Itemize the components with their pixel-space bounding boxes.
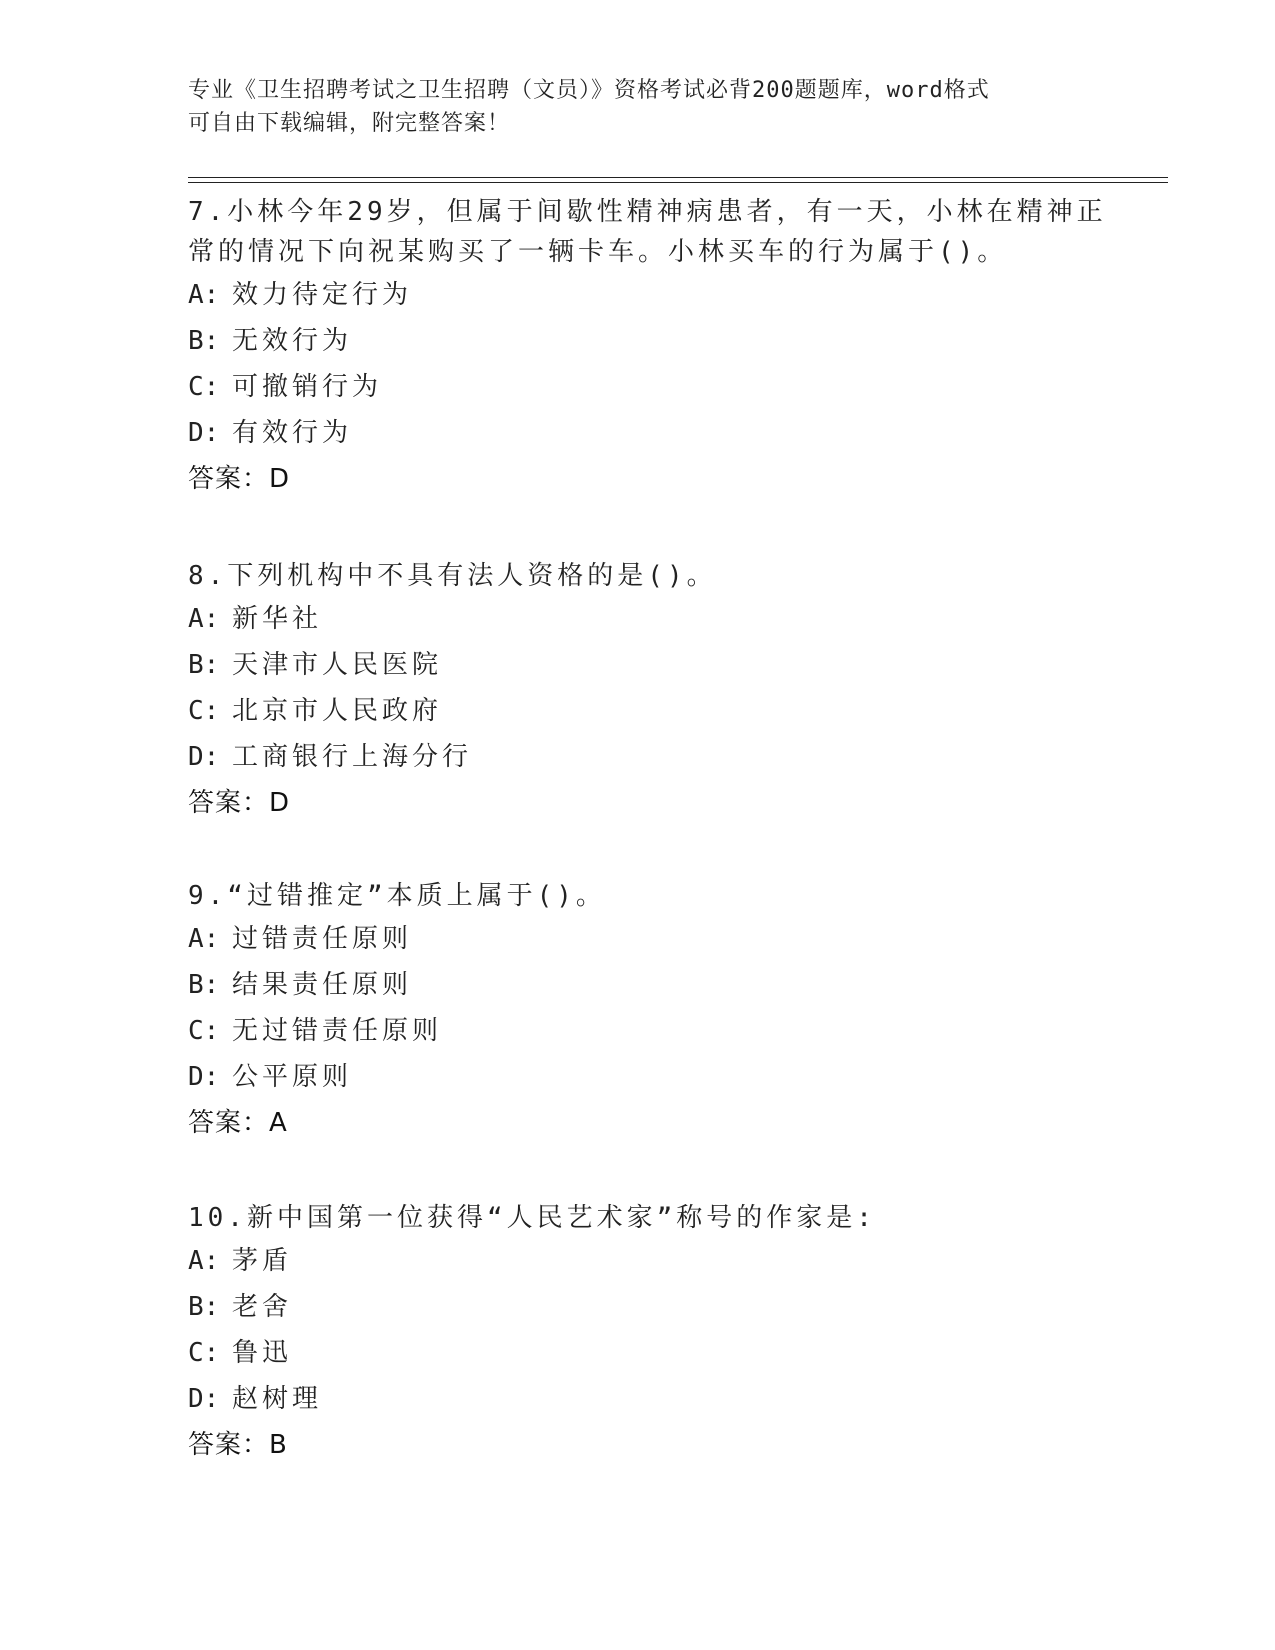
question-stem <box>188 1198 1088 1238</box>
option-label: B: <box>188 326 220 356</box>
option-text: 结果责任原则 <box>232 970 413 1000</box>
question-7 <box>188 192 1107 502</box>
question-stem-line: 7.小林今年29岁，但属于间歇性精神病患者，有一天，小林在精神正 <box>188 197 1107 227</box>
option-label: A: <box>188 1246 220 1276</box>
option-b <box>188 1284 1088 1330</box>
option-text: 无过错责任原则 <box>232 1016 443 1046</box>
header-line-1: 专业《卫生招聘考试之卫生招聘（文员）》资格考试必背200题题库，word格式 <box>188 78 990 103</box>
option-text: 老舍 <box>232 1292 293 1322</box>
question-10 <box>188 1198 1088 1468</box>
question-stem-line: 10.新中国第一位获得“人民艺术家”称号的作家是: <box>188 1203 876 1233</box>
option-label: D: <box>188 1062 220 1092</box>
answer: 答案：B <box>188 1430 288 1460</box>
option-label: A: <box>188 604 220 634</box>
option-label: A: <box>188 924 220 954</box>
question-stem-line: 8.下列机构中不具有法人资格的是()。 <box>188 561 717 591</box>
option-text: 过错责任原则 <box>232 924 413 954</box>
option-text: 工商银行上海分行 <box>232 742 473 772</box>
option-text: 赵树理 <box>232 1384 323 1414</box>
option-a <box>188 596 1088 642</box>
option-label: B: <box>188 650 220 680</box>
header-divider-top <box>188 177 1168 178</box>
option-a <box>188 1238 1088 1284</box>
option-label: B: <box>188 1292 220 1322</box>
option-label: C: <box>188 1338 220 1368</box>
option-a <box>188 916 1088 962</box>
header-divider-bottom <box>188 182 1168 183</box>
option-label: D: <box>188 742 220 772</box>
document-header <box>188 74 1088 140</box>
question-stem-line: 常的情况下向祝某购买了一辆卡车。小林买车的行为属于()。 <box>188 237 1008 267</box>
option-text: 有效行为 <box>232 418 353 448</box>
header-line-2: 可自由下载编辑，附完整答案！ <box>188 111 511 136</box>
option-d <box>188 1054 1088 1100</box>
option-label: C: <box>188 372 220 402</box>
option-text: 公平原则 <box>232 1062 353 1092</box>
option-text: 天津市人民医院 <box>232 650 443 680</box>
option-text: 可撤销行为 <box>232 372 383 402</box>
option-c <box>188 364 1088 410</box>
option-d <box>188 410 1088 456</box>
option-c <box>188 1330 1088 1376</box>
question-stem <box>188 192 1107 272</box>
option-c <box>188 1008 1088 1054</box>
option-text: 无效行为 <box>232 326 353 356</box>
option-text: 茅盾 <box>232 1246 293 1276</box>
option-d <box>188 734 1088 780</box>
option-label: D: <box>188 1384 220 1414</box>
option-text: 效力待定行为 <box>232 280 413 310</box>
question-8 <box>188 556 1088 826</box>
option-text: 新华社 <box>232 604 323 634</box>
question-stem <box>188 556 1088 596</box>
option-label: A: <box>188 280 220 310</box>
answer: 答案：D <box>188 464 291 494</box>
option-label: C: <box>188 696 220 726</box>
question-9 <box>188 876 1088 1146</box>
option-label: D: <box>188 418 220 448</box>
question-stem-line: 9.“过错推定”本质上属于()。 <box>188 881 606 911</box>
option-a <box>188 272 1088 318</box>
option-d <box>188 1376 1088 1422</box>
option-text: 鲁迅 <box>232 1338 293 1368</box>
answer: 答案：A <box>188 1108 288 1138</box>
option-b <box>188 962 1088 1008</box>
option-label: B: <box>188 970 220 1000</box>
answer: 答案：D <box>188 788 291 818</box>
option-label: C: <box>188 1016 220 1046</box>
question-stem <box>188 876 1088 916</box>
option-text: 北京市人民政府 <box>232 696 443 726</box>
option-c <box>188 688 1088 734</box>
option-b <box>188 642 1088 688</box>
option-b <box>188 318 1088 364</box>
